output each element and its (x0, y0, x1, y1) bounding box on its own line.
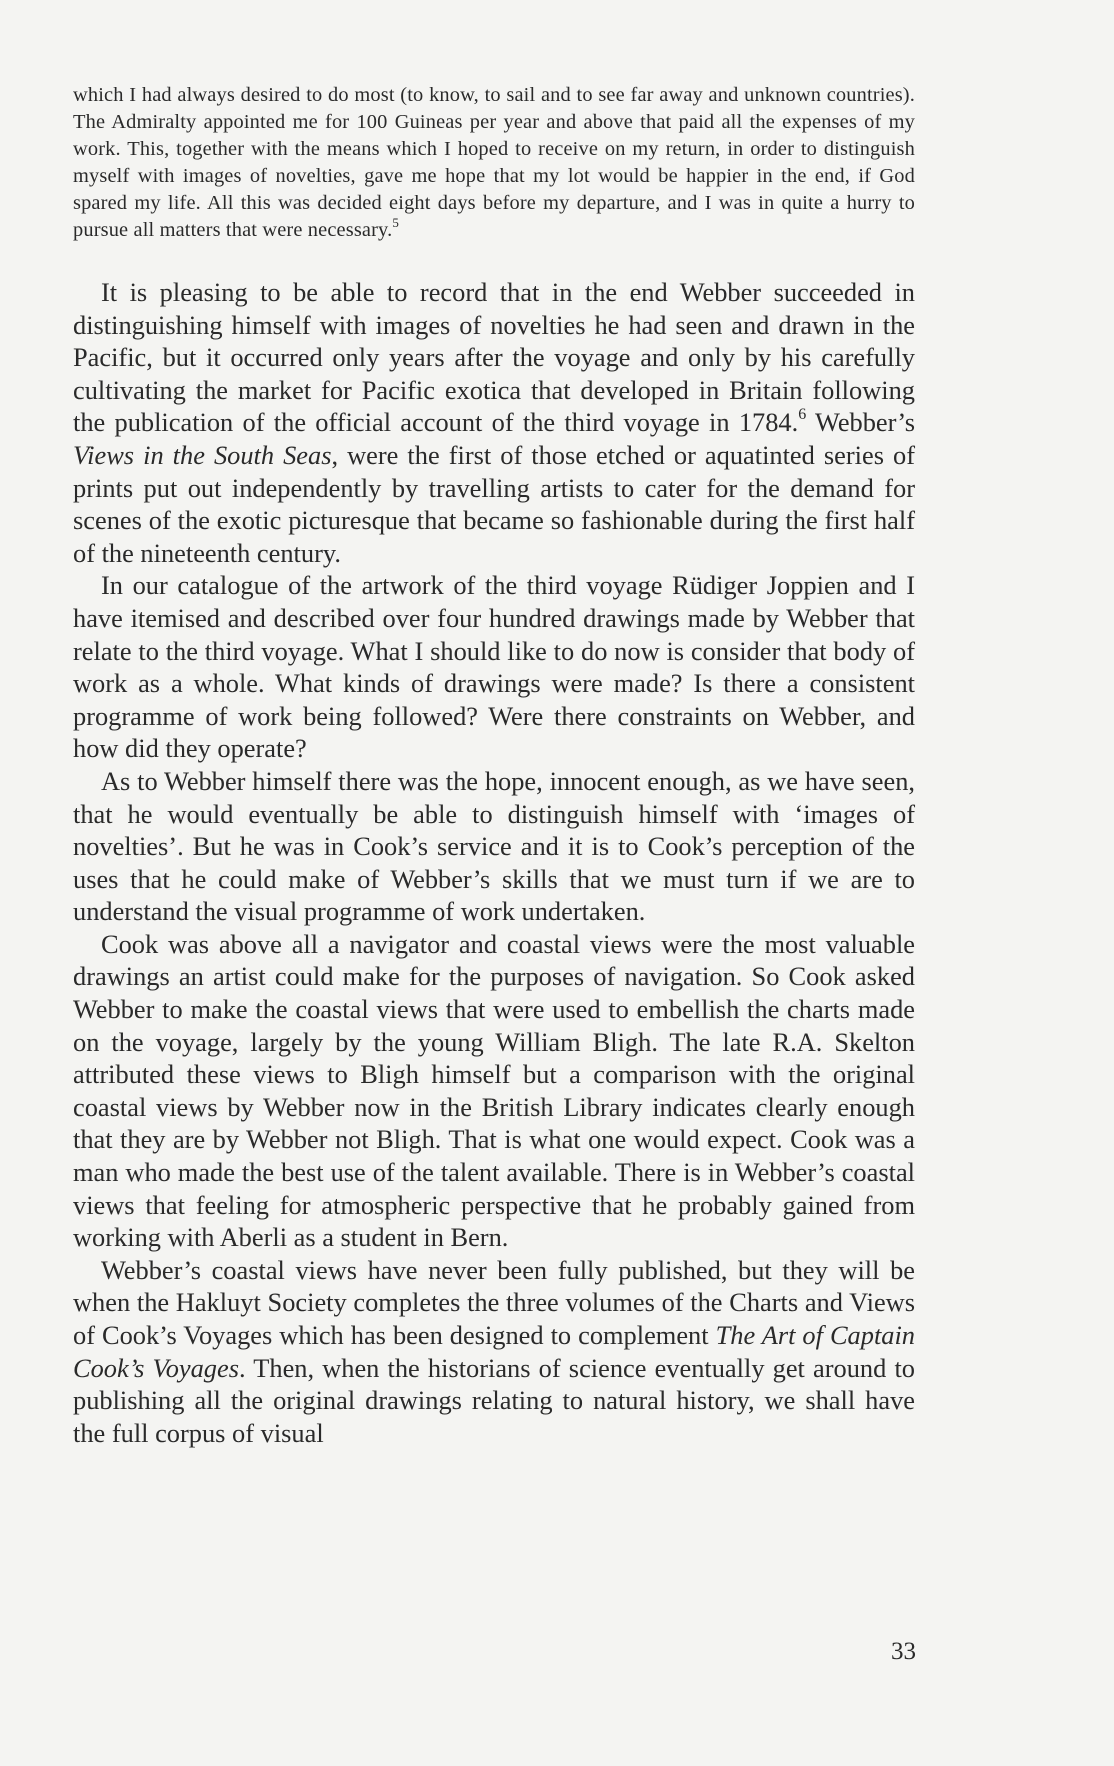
paragraph-1-part-c: , were the first of those etched or aquatinted series of prints put out independently by travelling artists to cater for the demand for scenes of the exotic picturesque that became so fashionable during the first half of the nineteenth century. (73, 439, 915, 568)
paragraph-1-part-a: It is pleasing to be able to record that in the end Webber succeeded in distinguishing himself with images of novelties he had seen and drawn in the Pacific, but it occurred only years after the voyage and only by his carefully cultivating the market for Pacific exotica that developed in Britain following the publication of the official account of the third voyage in 1784. (73, 277, 915, 438)
book-title-art-of-captain-cooks-voyages: The Art of Captain Cook’s Voyages (73, 1320, 916, 1383)
block-quote-text (73, 82, 915, 244)
footnote-marker-6: 6 (798, 406, 807, 424)
book-title-views-south-seas: Views in the South Seas (73, 439, 332, 470)
paragraph-3: As to Webber himself there was the hope, innocent enough, as we have seen, that he would eventually be able to distinguish himself with ‘images of novelties’. But he was in Cook’s service and it is to Cook’s perception of the uses that he could make of Webber’s skills that we must turn if we are to understand the visual programme of work undertaken. (73, 765, 915, 927)
paragraph-1-part-b: Webber’s (806, 407, 916, 438)
block-quote-body: which I had always desired to do most (to know, to sail and to see far away and unknown countries). The Admiralty appointed me for 100 Guineas per year and above that paid all the expenses of my work. This, together with the means which I hoped to receive on my return, in order to distinguish myself with images of novelties, gave me hope that my lot would be happier in the end, if God spared my life. All this was decided eight days before my departure, and I was in quite a hurry to pursue all matters that were necessary. (73, 84, 915, 241)
paragraph-1 (73, 276, 915, 569)
paragraph-5-part-a: Webber’s coastal views have never been fully published, but they will be when the Hakluyt Society completes the three volumes of the Charts and Views of Cook’s Voyages which has been designed to complement (73, 1254, 915, 1350)
footnote-marker-5: 5 (392, 215, 399, 230)
page-number: 33 (891, 1638, 916, 1665)
paragraph-5 (73, 1254, 915, 1450)
page-content (73, 82, 915, 1449)
body-text (73, 276, 915, 1449)
block-quote (73, 82, 915, 244)
paragraph-4: Cook was above all a navigator and coastal views were the most valuable drawings an artist could make for the purposes of navigation. So Cook asked Webber to make the coastal views that were used to embellish the charts made on the voyage, largely by the young William Bligh. The late R.A. Skelton attributed these views to Bligh himself but a comparison with the original coastal views by Webber now in the British Library indicates clearly enough that they are by Webber not Bligh. That is what one would expect. Cook was a man who made the best use of the talent available. There is in Webber’s coastal views that feeling for atmospheric perspective that he probably gained from working with Aberli as a student in Bern. (73, 928, 915, 1253)
paragraph-5-part-b: . Then, when the historians of science eventually get around to publishing all the original drawings relating to natural history, we shall have the full corpus of visual (73, 1352, 915, 1448)
paragraph-2: In our catalogue of the artwork of the third voyage Rüdiger Joppien and I have itemised and described over four hundred drawings made by Webber that relate to the third voyage. What I should like to do now is consider that body of work as a whole. What kinds of drawings were made? Is there a consistent programme of work being followed? Were there constraints on Webber, and how did they operate? (73, 570, 915, 764)
